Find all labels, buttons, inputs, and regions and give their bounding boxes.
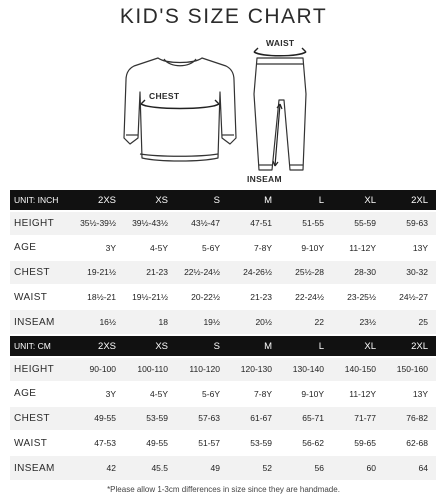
size-header: M [228, 190, 280, 211]
table-cell: 51-55 [280, 211, 332, 236]
row-label: AGE [10, 236, 72, 261]
table-cell: 35½-39½ [72, 211, 124, 236]
table-cell: 13Y [384, 382, 436, 407]
inch-size-table [10, 190, 436, 334]
table-cell: 9-10Y [280, 236, 332, 261]
table-cell: 4-5Y [124, 236, 176, 261]
size-header: XS [124, 336, 176, 357]
table-cell: 53-59 [124, 406, 176, 431]
table-cell: 39½-43½ [124, 211, 176, 236]
table-cell: 55-59 [332, 211, 384, 236]
table-cell: 19-21½ [72, 260, 124, 285]
size-header: S [176, 336, 228, 357]
table-cell: 110-120 [176, 357, 228, 382]
row-label: AGE [10, 382, 72, 407]
table-cell: 21-23 [228, 285, 280, 310]
row-label: HEIGHT [10, 357, 72, 382]
table-row [10, 382, 436, 407]
table-cell: 3Y [72, 236, 124, 261]
table-cell: 16½ [72, 309, 124, 334]
table-cell: 53-59 [228, 431, 280, 456]
table-row [10, 431, 436, 456]
table-row [10, 455, 436, 480]
table-cell: 24-26½ [228, 260, 280, 285]
table-cell: 150-160 [384, 357, 436, 382]
table-row [10, 211, 436, 236]
chest-label: CHEST [149, 91, 180, 101]
table-cell: 22 [280, 309, 332, 334]
table-cell: 22½-24½ [176, 260, 228, 285]
table-cell: 28-30 [332, 260, 384, 285]
table-cell: 3Y [72, 382, 124, 407]
table-cell: 9-10Y [280, 382, 332, 407]
size-header: 2XL [384, 336, 436, 357]
table-cell: 57-63 [176, 406, 228, 431]
table-cell: 56-62 [280, 431, 332, 456]
table-cell: 11-12Y [332, 236, 384, 261]
table-cell: 61-67 [228, 406, 280, 431]
table-cell: 20½ [228, 309, 280, 334]
table-cell: 47-53 [72, 431, 124, 456]
row-label: CHEST [10, 406, 72, 431]
table-cell: 65-71 [280, 406, 332, 431]
row-label: CHEST [10, 260, 72, 285]
table-cell: 59-65 [332, 431, 384, 456]
table-cell: 18 [124, 309, 176, 334]
table-cell: 49-55 [124, 431, 176, 456]
table-cell: 19½ [176, 309, 228, 334]
table-cell: 25½-28 [280, 260, 332, 285]
table-cell: 5-6Y [176, 236, 228, 261]
table-cell: 4-5Y [124, 382, 176, 407]
table-cell: 19½-21½ [124, 285, 176, 310]
page-title: KID'S SIZE CHART [119, 5, 328, 28]
table-cell: 11-12Y [332, 382, 384, 407]
table-cell: 49 [176, 455, 228, 480]
waist-label: WAIST [266, 38, 295, 48]
table-cell: 21-23 [124, 260, 176, 285]
inseam-label: INSEAM [247, 174, 282, 184]
cm-table-header [10, 336, 436, 357]
table-cell: 56 [280, 455, 332, 480]
table-cell: 42 [72, 455, 124, 480]
table-row [10, 236, 436, 261]
size-header: XL [332, 190, 384, 211]
table-cell: 52 [228, 455, 280, 480]
table-cell: 18½-21 [72, 285, 124, 310]
table-cell: 100-110 [124, 357, 176, 382]
row-label: INSEAM [10, 309, 72, 334]
table-cell: 59-63 [384, 211, 436, 236]
table-row [10, 260, 436, 285]
table-cell: 5-6Y [176, 382, 228, 407]
table-cell: 120-130 [228, 357, 280, 382]
table-cell: 49-55 [72, 406, 124, 431]
table-cell: 22-24½ [280, 285, 332, 310]
table-cell: 51-57 [176, 431, 228, 456]
size-header: XS [124, 190, 176, 211]
table-cell: 60 [332, 455, 384, 480]
unit-label: UNIT: CM [10, 336, 72, 357]
table-cell: 24½-27 [384, 285, 436, 310]
table-cell: 30-32 [384, 260, 436, 285]
unit-label: UNIT: INCH [10, 190, 72, 211]
table-cell: 90-100 [72, 357, 124, 382]
table-cell: 76-82 [384, 406, 436, 431]
row-label: WAIST [10, 285, 72, 310]
table-cell: 7-8Y [228, 382, 280, 407]
table-cell: 20-22½ [176, 285, 228, 310]
row-label: INSEAM [10, 455, 72, 480]
table-row [10, 285, 436, 310]
table-cell: 25 [384, 309, 436, 334]
garment-drawing [0, 34, 447, 184]
size-header: XL [332, 336, 384, 357]
table-cell: 45.5 [124, 455, 176, 480]
size-header: 2XS [72, 336, 124, 357]
size-header: M [228, 336, 280, 357]
pants-outline-icon [254, 58, 306, 170]
table-cell: 7-8Y [228, 236, 280, 261]
waist-measure-line [254, 48, 306, 56]
table-cell: 13Y [384, 236, 436, 261]
table-cell: 62-68 [384, 431, 436, 456]
table-cell: 130-140 [280, 357, 332, 382]
table-cell: 47-51 [228, 211, 280, 236]
footnote: *Please allow 1-3cm differences in size since they are handmade. [107, 485, 340, 494]
table-cell: 64 [384, 455, 436, 480]
row-label: WAIST [10, 431, 72, 456]
size-header: L [280, 190, 332, 211]
cm-size-table [10, 336, 436, 480]
table-cell: 71-77 [332, 406, 384, 431]
table-cell: 23½ [332, 309, 384, 334]
table-row [10, 406, 436, 431]
table-row [10, 357, 436, 382]
row-label: HEIGHT [10, 211, 72, 236]
table-cell: 140-150 [332, 357, 384, 382]
size-header: S [176, 190, 228, 211]
size-header: 2XL [384, 190, 436, 211]
table-cell: 43½-47 [176, 211, 228, 236]
size-header: L [280, 336, 332, 357]
shirt-outline-icon [124, 58, 236, 161]
table-cell: 23-25½ [332, 285, 384, 310]
garment-illustration [0, 34, 447, 184]
table-row [10, 309, 436, 334]
size-header: 2XS [72, 190, 124, 211]
chest-measure-line [141, 100, 219, 109]
inch-table-header [10, 190, 436, 211]
